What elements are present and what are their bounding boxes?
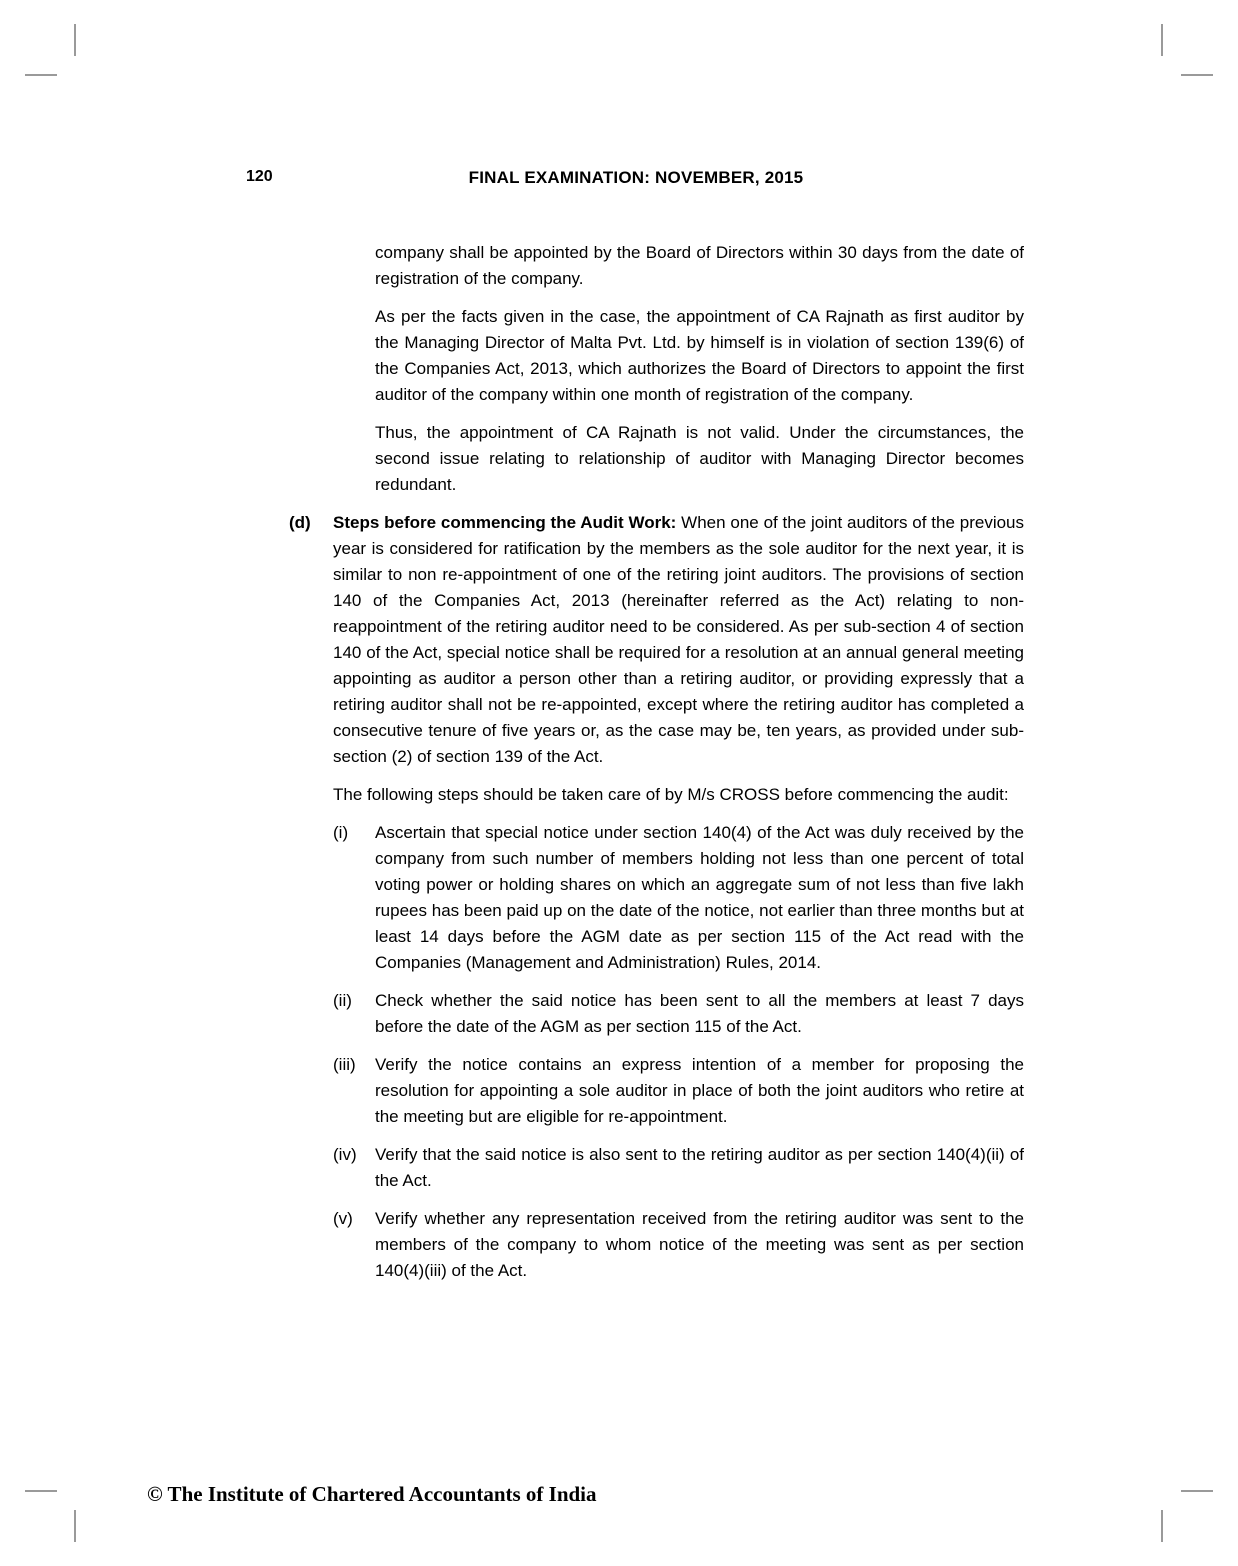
crop-mark-bottom-right-vertical (1161, 1510, 1163, 1542)
crop-mark-bottom-left-horizontal (25, 1490, 57, 1492)
list-item-text: Check whether the said notice has been sent to all the members at least 7 days before the date of the AGM as per section 115 of the Act. (375, 991, 1024, 1036)
list-item (333, 1142, 1024, 1194)
list-item (333, 820, 1024, 976)
crop-mark-top-left-vertical (74, 24, 76, 56)
list-item-text: Verify the notice contains an express intention of a member for proposing the resolution for appointing a sole auditor in place of both the joint auditors who retire at the meeting but are eligible for re-appointment. (375, 1055, 1024, 1126)
list-item-d (289, 510, 1024, 770)
list-item-label: (i) (333, 823, 349, 842)
steps-list (289, 820, 1024, 1284)
list-item-label: (iv) (333, 1145, 357, 1164)
paragraph: As per the facts given in the case, the appointment of CA Rajnath as first auditor by the Managing Director of Malta Pvt. Ltd. by himself is in violation of section 139(6) of the Companies Act, 2013, which authorizes the Board of Directors to appoint the first auditor of the company within one month of registration of the company. (375, 307, 1024, 404)
item-d-heading: Steps before commencing the Audit Work: (333, 513, 677, 532)
crop-mark-bottom-left-vertical (74, 1510, 76, 1542)
list-item-label: (v) (333, 1209, 353, 1228)
list-item-label: (ii) (333, 991, 352, 1010)
crop-mark-top-right-vertical (1161, 24, 1163, 56)
list-item-text (333, 510, 1024, 770)
list-item-label: (iii) (333, 1055, 356, 1074)
crop-mark-top-right-horizontal (1181, 74, 1213, 76)
list-item (333, 988, 1024, 1040)
steps-intro: The following steps should be taken care of by M/s CROSS before commencing the audit: (333, 785, 1009, 804)
list-item-text: Verify whether any representation received from the retiring auditor was sent to the members of the company to whom notice of the meeting was sent as per section 140(4)(iii) of the Act. (375, 1209, 1024, 1280)
page-header (246, 168, 1026, 192)
copyright-footer: © The Institute of Chartered Accountants of India (147, 1482, 597, 1506)
header-title: FINAL EXAMINATION: NOVEMBER, 2015 (468, 168, 804, 187)
item-d-body: When one of the joint auditors of the previous year is considered for ratification by the members as the sole auditor for the next year, it is similar to non re-appointment of one of the retiring joint auditors. The provisions of section 140 of the Companies Act, 2013 (hereinafter referred as the Act) relating to non-reappointment of the retiring auditor need to be considered. As per sub-section 4 of section 140 of the Act, special notice shall be required for a resolution at an annual general meeting appointing as auditor a person other than a retiring auditor, or providing expressly that a retiring auditor shall not be re-appointed, except where the retiring auditor has completed a consecutive tenure of five years or, as the case may be, ten years, as provided under sub-section (2) of section 139 of the Act. (333, 513, 1025, 766)
crop-mark-bottom-right-horizontal (1181, 1490, 1213, 1492)
page-number: 120 (246, 168, 273, 185)
list-item-label: (d) (289, 513, 311, 532)
list-item (333, 1052, 1024, 1130)
list-item-text: Ascertain that special notice under section 140(4) of the Act was duly received by the company from such number of members holding not less than one percent of total voting power or holding shares on which an aggregate sum of not less than five lakh rupees has been paid up on the date of the notice, not earlier than three months but at least 14 days before the AGM date as per section 115 of the Act read with the Companies (Management and Administration) Rules, 2014. (375, 823, 1024, 972)
list-item (333, 1206, 1024, 1284)
paragraph: Thus, the appointment of CA Rajnath is not valid. Under the circumstances, the second issue relating to relationship of auditor with Managing Director becomes redundant. (375, 423, 1024, 494)
document-body (289, 240, 1024, 1296)
crop-mark-top-left-horizontal (25, 74, 57, 76)
paragraph: company shall be appointed by the Board of Directors within 30 days from the date of registration of the company. (375, 243, 1024, 288)
list-item-text: Verify that the said notice is also sent to the retiring auditor as per section 140(4)(ii) of the Act. (375, 1145, 1024, 1190)
